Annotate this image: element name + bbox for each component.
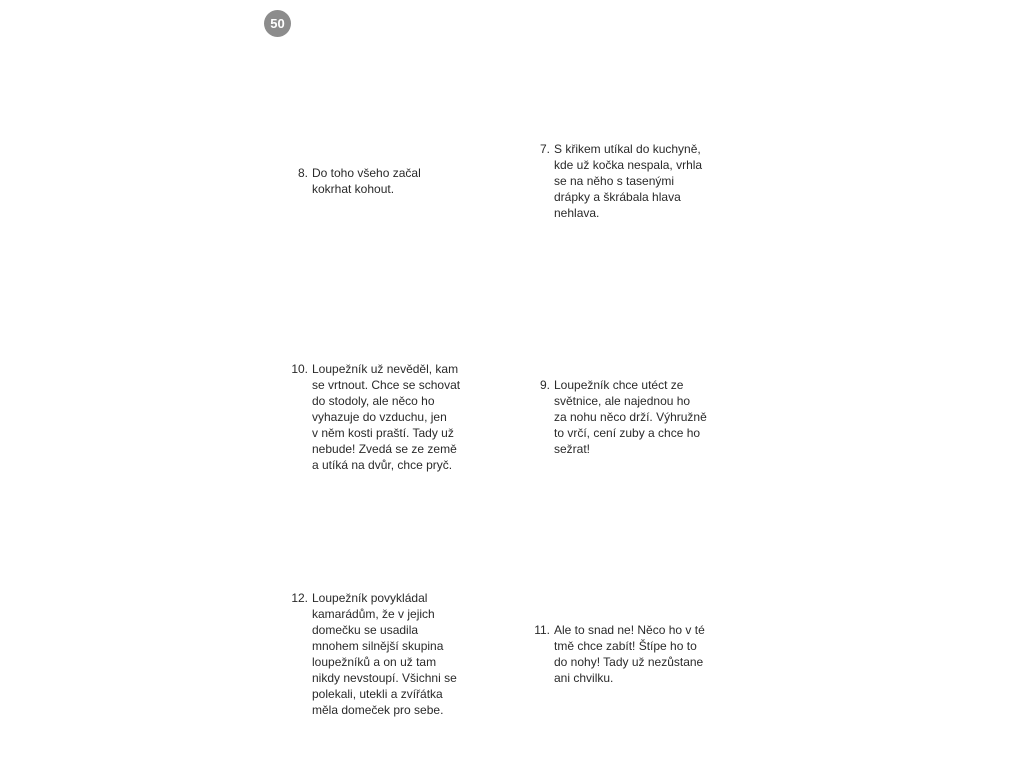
item-text: Loupežník chce utéct ze světnice, ale najednou ho za nohu něco drží. Výhružně to vrčí, cení zuby a chce ho sežrat!	[554, 378, 707, 456]
item-number: 11.	[534, 623, 550, 637]
item-number: 12.	[291, 591, 308, 605]
story-item-12	[290, 590, 480, 718]
item-number: 8.	[297, 166, 308, 180]
item-text: S křikem utíkal do kuchyně, kde už kočka nespala, vrhla se na něho s tasenými drápky a škrábala hlava nehlava.	[554, 142, 703, 220]
story-item-11	[530, 622, 720, 686]
item-number: 9.	[539, 378, 550, 392]
story-item-10	[290, 361, 480, 473]
item-number: 7.	[539, 142, 550, 156]
story-item-7	[530, 141, 720, 221]
item-text: Ale to snad ne! Něco ho v té tmě chce zabít! Štípe ho to do nohy! Tady už nezůstane ani chvilku.	[554, 623, 705, 685]
item-text: Loupežník povykládal kamarádům, že v jejich domečku se usadila mnohem silnější skupina loupežníků a on už tam nikdy nevstoupí. Všichni se polekali, utekli a zvířátka měla domeček pro sebe.	[312, 591, 457, 717]
item-text: Do toho všeho začal kokrhat kohout.	[312, 166, 421, 196]
item-text: Loupežník už nevěděl, kam se vrtnout. Chce se schovat do stodoly, ale něco ho vyhazuje do vzduchu, jen v něm kosti praští. Tady už nebude! Zvedá se ze země a utíká na dvůr, chce pryč.	[312, 362, 461, 472]
page-number-badge: 50	[264, 10, 291, 37]
story-item-9	[530, 377, 720, 457]
story-item-8	[290, 165, 460, 197]
item-number: 10.	[291, 362, 308, 376]
